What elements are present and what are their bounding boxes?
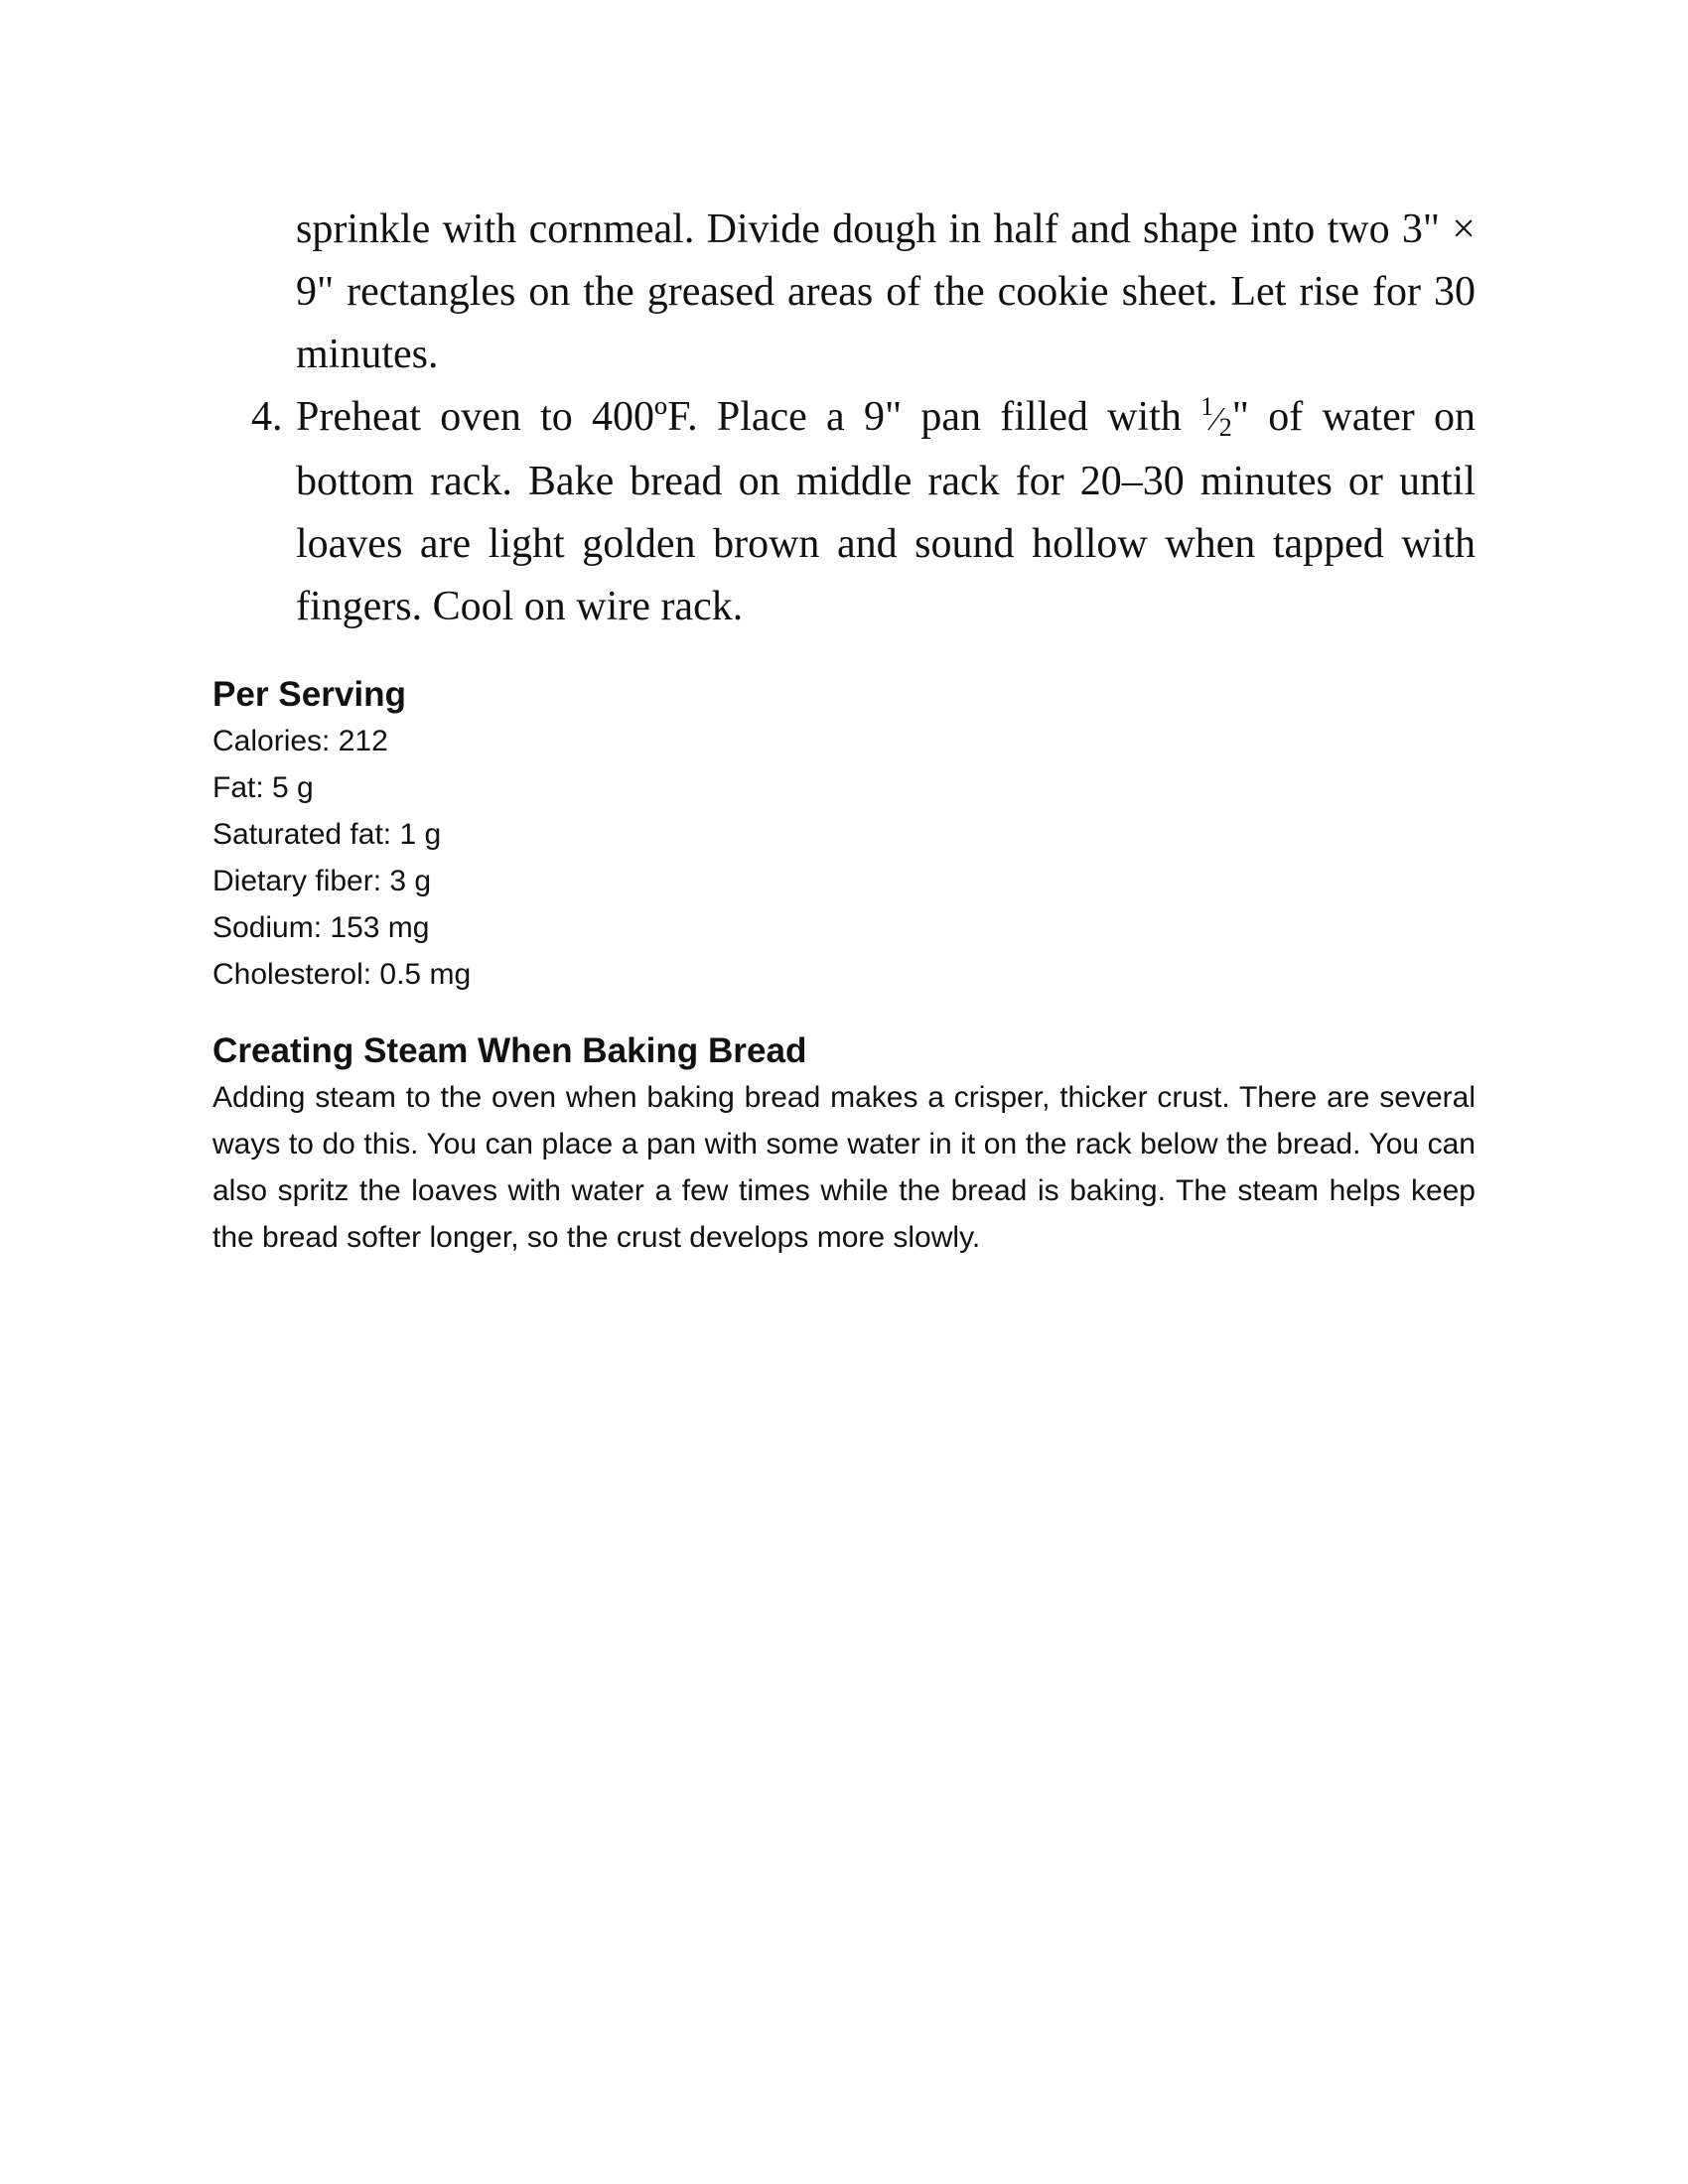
- fraction-denominator: 2: [1218, 413, 1232, 442]
- tip-title: Creating Steam When Baking Bread: [212, 1031, 807, 1070]
- recipe-steps: [211, 199, 1476, 638]
- baking-tip: [212, 1027, 1476, 1261]
- nutrition-calories: Calories: 212: [212, 725, 388, 757]
- nutrition-info: [212, 671, 908, 998]
- step-number: 4.: [251, 394, 283, 440]
- step-4-text-start: Preheat oven to 400ºF. Place a 9" pan filled with: [296, 394, 1201, 440]
- nutrition-sodium: Sodium: 153 mg: [212, 911, 430, 944]
- nutrition-list: [212, 718, 908, 998]
- nutrition-dietary-fiber: Dietary fiber: 3 g: [212, 865, 432, 897]
- step-4-text-end: " of water on bottom rack. Bake bread on middle rack for 20–30 minutes or until loaves are light golden brown and sound hollow when tapped with fingers. Cool on wire rack.: [296, 394, 1476, 629]
- fraction-slash: ⁄: [1213, 401, 1219, 438]
- step-3-continuation: sprinkle with cornmeal. Divide dough in half and shape into two 3" × 9" rectangles on the greased areas of the cookie sheet. Let rise for 30 minutes.: [296, 206, 1476, 377]
- nutrition-fat: Fat: 5 g: [212, 771, 314, 804]
- half-inch-fraction: [1200, 394, 1232, 440]
- nutrition-saturated-fat: Saturated fat: 1 g: [212, 818, 442, 851]
- nutrition-title: Per Serving: [212, 675, 406, 714]
- tip-body: Adding steam to the oven when baking bread makes a crisper, thicker crust. There are several ways to do this. You can place a pan with some water in it on the rack below the bread. You can also spritz the loaves with water a few times while the bread is baking. The steam helps keep the bread softer longer, so the crust develops more slowly.: [212, 1081, 1476, 1254]
- fraction-numerator: 1: [1200, 392, 1214, 421]
- step-4: [211, 386, 1476, 638]
- nutrition-cholesterol: Cholesterol: 0.5 mg: [212, 958, 472, 991]
